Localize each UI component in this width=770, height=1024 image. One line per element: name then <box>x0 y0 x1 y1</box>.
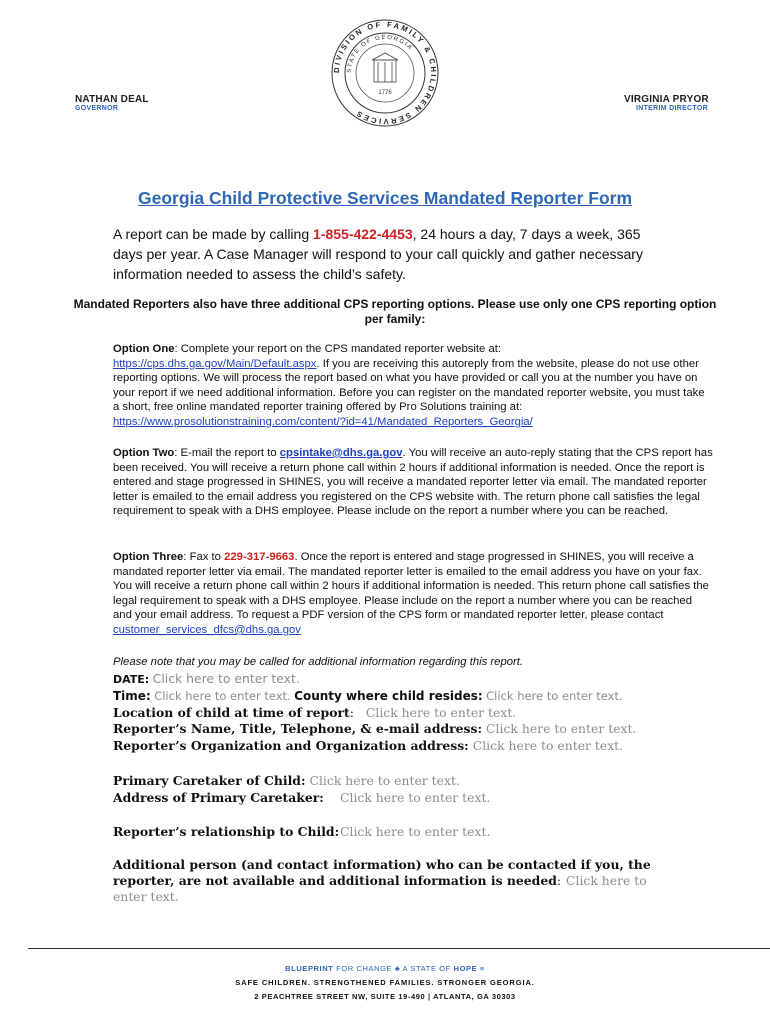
director-name: VIRGINIA PRYOR <box>624 94 709 105</box>
additional-person-field: Additional person (and contact information) who can be contacted if you, the <box>113 857 651 872</box>
director-title: INTERIM DIRECTOR <box>636 105 708 112</box>
time-county-field: Time: Click here to enter text. County where child resides: Click here to enter text. <box>113 689 623 703</box>
caretaker-input[interactable]: Click here to enter text. <box>309 773 460 788</box>
svg-text:1776: 1776 <box>378 90 392 96</box>
cps-intake-email-link[interactable]: cpsintake@dhs.ga.gov <box>279 447 403 459</box>
county-input[interactable]: Click here to enter text. <box>486 689 623 703</box>
state-seal <box>330 18 440 128</box>
additional-person-field-line2: reporter, are not available and additional information is needed: Click here to <box>113 873 647 888</box>
option-two-label: Option Two <box>113 447 175 459</box>
options-heading: Mandated Reporters also have three additional CPS reporting options. Please use only one CPS reporting option per family: <box>73 297 717 326</box>
additional-person-input-cont[interactable]: enter text. <box>113 889 179 904</box>
option-one-label: Option One <box>113 343 175 355</box>
footer-address: 2 PEACHTREE STREET NW, SUITE 19-490 | ATLANTA, GA 30303 <box>254 992 516 1001</box>
page-title: Georgia Child Protective Services Mandated Reporter Form <box>137 188 633 208</box>
time-input[interactable]: Click here to enter text. <box>154 689 291 703</box>
relationship-input[interactable]: Click here to enter text. <box>340 824 491 839</box>
additional-person-input[interactable]: Click here to <box>566 873 647 888</box>
option-three-paragraph: Option Three: Fax to 229-317-9663. Once the report is entered and stage progressed in SHINES, you will receive a mandated reporter letter via email. The mandated reporter letter is emailed to the email address you have on your fax. You will receive a return phone call within 2 hours if additional information is needed. This return phone call satisfies the legal requirement to speak with a DHS employee. Please include on the report a number where you can be reached and your email address. To request a PDF version of the CPS form or mandated reporter letter, please contact customer_services_dfcs@dhs.ga.gov <box>113 551 709 636</box>
footer-tagline: SAFE CHILDREN. STRENGTHENED FAMILIES. STRONGER GEORGIA. <box>235 978 535 987</box>
caretaker-address-field: Address of Primary Caretaker: Click here to enter text. <box>113 790 491 805</box>
option-one-paragraph: Option One: Complete your report on the CPS mandated reporter website at: https://cps.dhs.ga.gov/Main/Default.aspx. If you are receiving this autoreply from the website, please do not use other reporting options. We will process the report based on what you have provided or call you at the number you have on your report if we need additional information. Before you can register on the mandated reporter website, you must take a short, free online mandated reporter training offered by Pro Solutions training at: https://www.prosolutionstraining.com/content/?id=41/Mandated_Reporters_Georgia/ <box>113 343 705 428</box>
governor-title: GOVERNOR <box>75 105 119 112</box>
fax-number: 229-317-9663 <box>224 551 295 563</box>
reporter-name-field: Reporter’s Name, Title, Telephone, & e-mail address: Click here to enter text. <box>113 721 637 736</box>
reporter-name-input[interactable]: Click here to enter text. <box>486 721 637 736</box>
reporter-org-field: Reporter’s Organization and Organization address: Click here to enter text. <box>113 738 624 753</box>
customer-services-email-link[interactable]: customer_services_dfcs@dhs.ga.gov <box>113 623 301 636</box>
footer-slogan: BLUEPRINT FOR CHANGE ♣ A STATE OF HOPE ≡ <box>285 964 485 973</box>
caretaker-address-input[interactable]: Click here to enter text. <box>340 790 491 805</box>
hotline-phone: 1-855-422-4453 <box>313 226 413 242</box>
training-link[interactable]: https://www.prosolutionstraining.com/content/?id=41/Mandated_Reporters_Georgia/ <box>113 415 533 428</box>
option-two-paragraph: Option Two: E-mail the report to cpsintake@dhs.ga.gov. You will receive an auto-reply stating that the CPS report has been received. You will receive a return phone call within 2 hours if additional information is needed. Once the report is entered and stage progressed in SHINES, you will receive a mandated reporter letter via email. The mandated reporter letter is emailed to the email address you registered on the CPS website with. The return phone call satisfies the legal requirement to speak with a DHS employee. Please include on the report a number where you can be reached. <box>113 447 713 518</box>
governor-name: NATHAN DEAL <box>75 94 149 105</box>
reporter-org-input[interactable]: Click here to enter text. <box>472 738 624 753</box>
relationship-field: Reporter’s relationship to Child: Click here to enter text. <box>113 824 491 839</box>
footer-divider <box>28 948 770 949</box>
option-three-label: Option Three <box>113 551 184 563</box>
flag-icon: ≡ <box>479 964 485 973</box>
location-input[interactable]: Click here to enter text. <box>365 705 517 720</box>
cps-website-link[interactable]: https://cps.dhs.ga.gov/Main/Default.aspx <box>113 357 317 370</box>
note-text: Please note that you may be called for additional information regarding this report. <box>113 656 524 668</box>
svg-text:DIVISION OF FAMILY & CHILDREN: DIVISION OF FAMILY & CHILDREN SERVICES <box>331 19 439 127</box>
intro-paragraph: A report can be made by calling 1-855-422-4453, 24 hours a day, 7 days a week, 365 days per year. A Case Manager will respond to your call quickly and gather necessary information needed to assess the child’s safety. <box>113 226 643 282</box>
clover-icon: ♣ <box>394 964 401 973</box>
date-field: DATE: Click here to enter text. <box>113 671 300 686</box>
caretaker-field: Primary Caretaker of Child: Click here to enter text. <box>113 773 460 788</box>
svg-text:STATE OF GEORGIA: STATE OF GEORGIA <box>346 34 414 74</box>
date-input[interactable]: Click here to enter text. <box>152 671 300 686</box>
additional-person-input-wrap <box>113 889 179 906</box>
location-field: Location of child at time of report: Click here to enter text. <box>113 705 517 720</box>
